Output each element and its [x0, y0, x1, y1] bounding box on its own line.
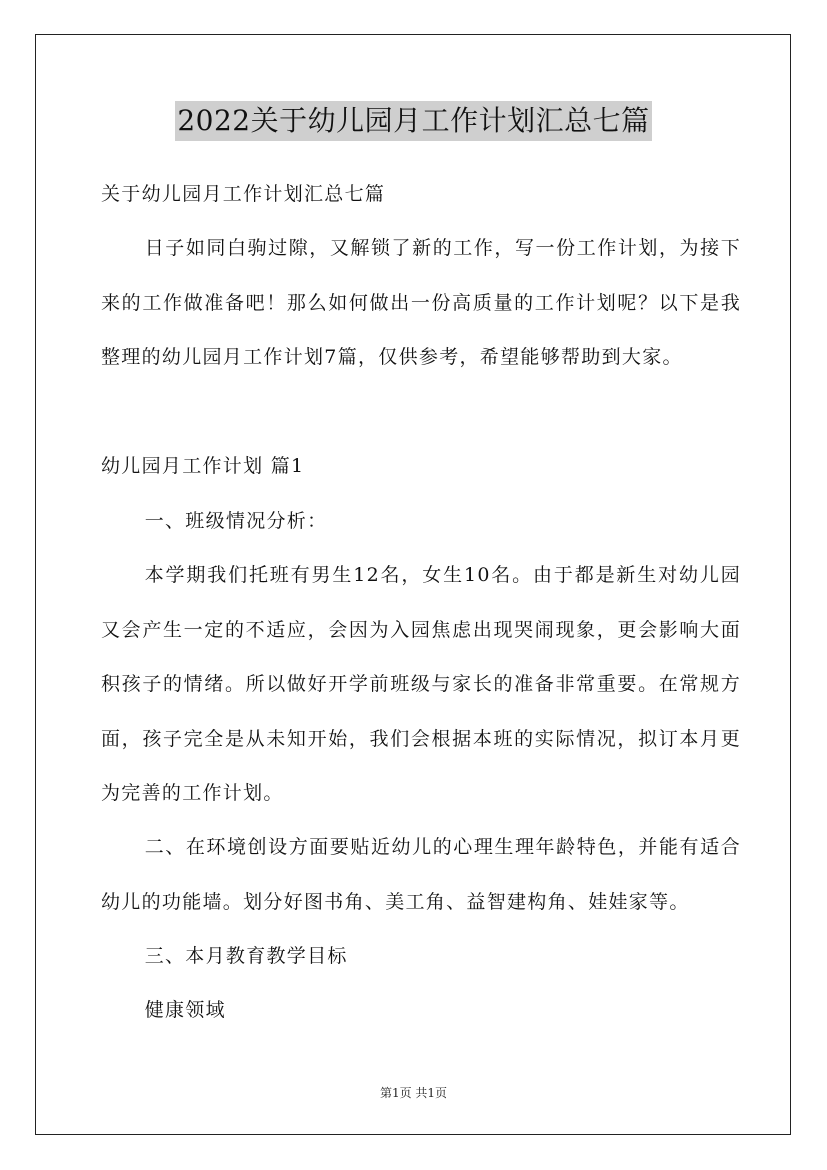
title-container — [0, 101, 827, 141]
class-analysis-paragraph: 本学期我们托班有男生12名，女生10名。由于都是新生对幼儿园又会产生一定的不适应，会因为入园焦虑出现哭闹现象，更会影响大面积孩子的情绪。所以做好开学前班级与家长的准备非常重要。在常规方面，孩子完全是从未知开始，我们会根据本班的实际情况，拟订本月更为完善的工作计划。 — [101, 564, 741, 804]
page-footer: 第1页 共1页 — [379, 1086, 448, 1100]
health-domain-heading: 健康领域 — [144, 999, 226, 1021]
class-analysis-heading: 一、班级情况分析： — [144, 510, 328, 532]
intro-paragraph: 日子如同白驹过隙，又解锁了新的工作，写一份工作计划，为接下来的工作做准备吧！那么如何做出一份高质量的工作计划呢？以下是我整理的幼儿园月工作计划7篇，仅供参考，希望能够帮助到大家。 — [101, 237, 741, 368]
section-heading: 幼儿园月工作计划 篇1 — [101, 455, 305, 477]
environment-paragraph: 二、在环境创设方面要贴近幼儿的心理生理年龄特色，并能有适合幼儿的功能墙。划分好图书角、美工角、益智建构角、娃娃家等。 — [101, 836, 741, 913]
goals-heading: 三、本月教育教学目标 — [144, 945, 348, 967]
document-title: 2022关于幼儿园月工作计划汇总七篇 — [175, 101, 651, 141]
subtitle-paragraph: 关于幼儿园月工作计划汇总七篇 — [101, 183, 386, 205]
